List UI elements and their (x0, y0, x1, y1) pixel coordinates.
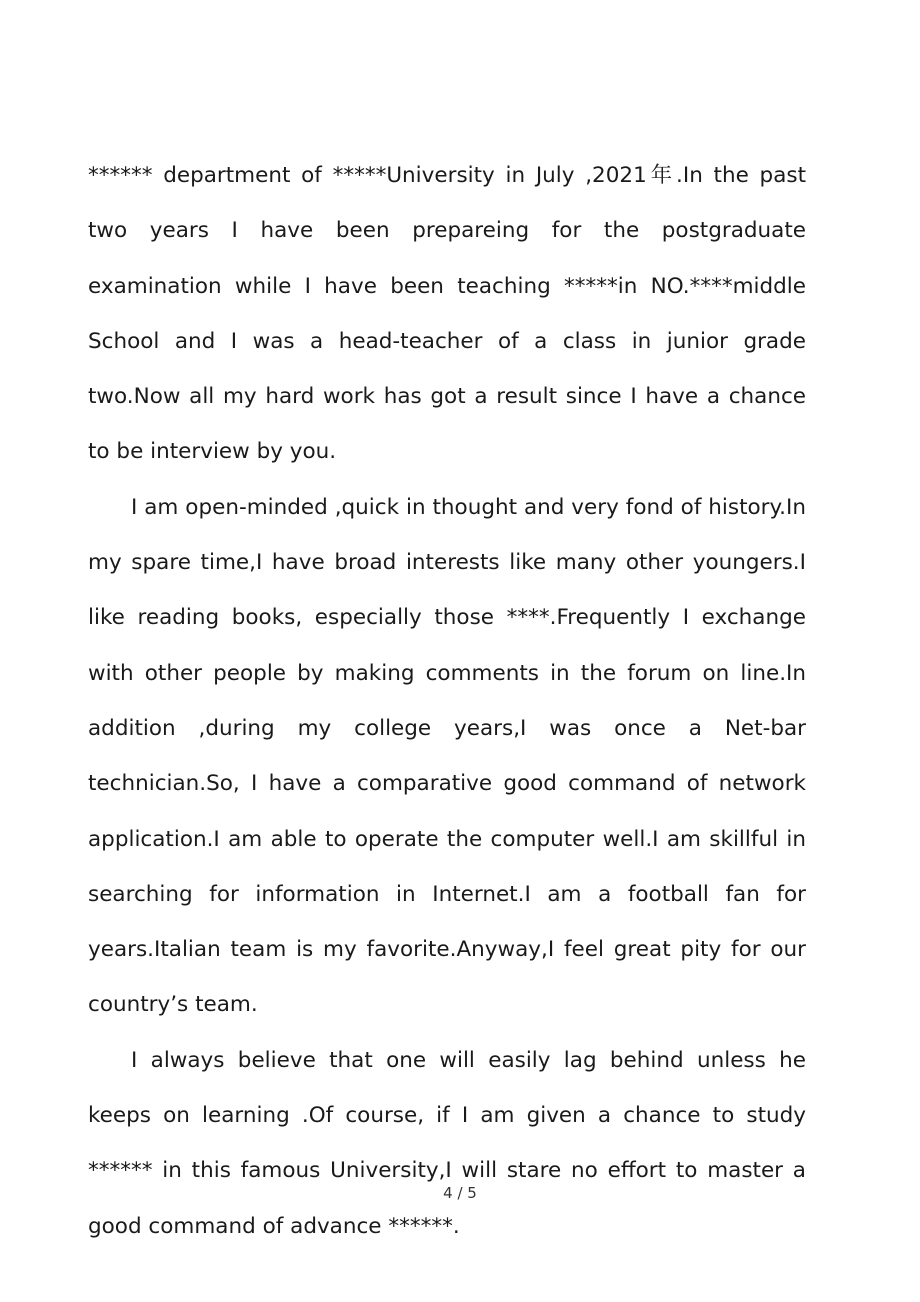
page-number: 4 / 5 (443, 1184, 477, 1202)
paragraph-2: I am open-minded ,quick in thought and very fond of history.In my spare time,I have broad interests like many other youngers.I like reading books, especially those ****.Frequently I exchange with other people by making comments in the forum on line.In addition ,during my college years,I was once a Net-bar technician.So, I have a comparative good command of network application.I am able to operate the computer well.I am skillful in searching for information in Internet.I am a football fan for years.Italian team is my favorite.Anyway,I feel great pity for our country’s team. (88, 494, 806, 1018)
document-body (88, 148, 806, 1254)
paragraph-1: ****** department of *****University in July ,2021年.In the past two years I have been prepareing for the postgraduate examination while I have been teaching *****in NO.****middle School and I was a head-teacher of a class in junior grade two.Now all my hard work has got a result since I have a chance to be interview by you. (88, 163, 806, 465)
paragraph-3: I always believe that one will easily lag behind unless he keeps on learning .Of course, if I am given a chance to study ****** in this famous University,I will stare no effort to master a good command of advance ******. (88, 1047, 806, 1239)
